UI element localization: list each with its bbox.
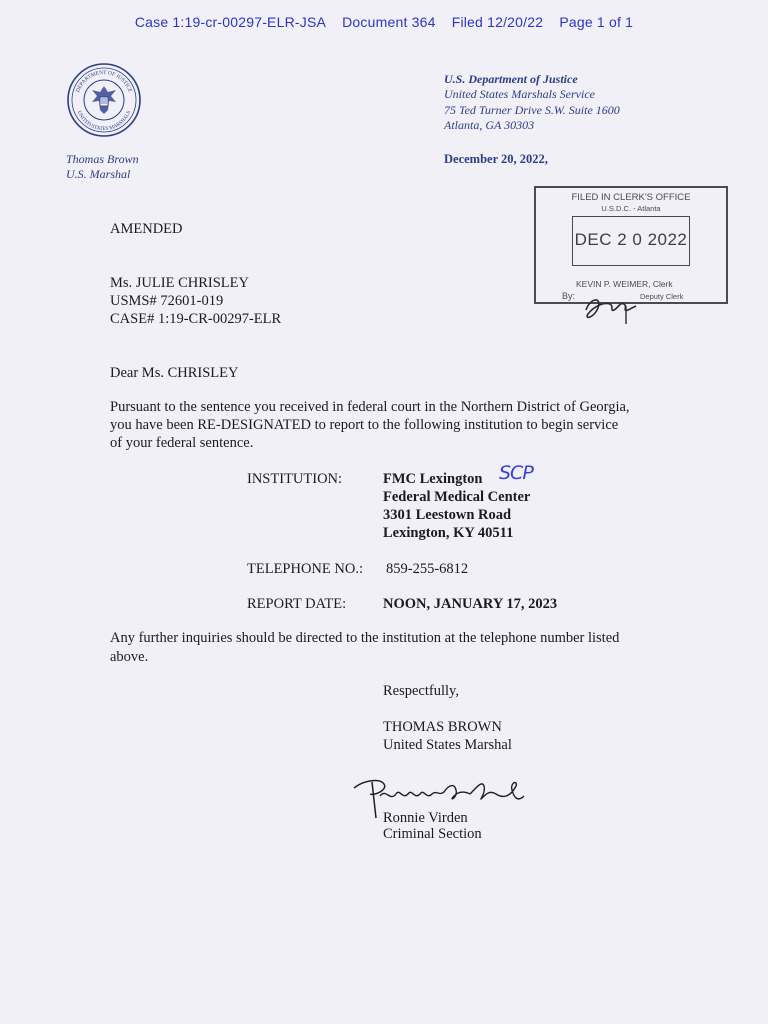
signatory-name: Ronnie Virden xyxy=(383,810,468,826)
page-indicator: Page 1 of 1 xyxy=(559,14,634,30)
agency-street: 75 Ted Turner Drive S.W. Suite 1600 xyxy=(444,103,620,117)
marshals-seal-icon xyxy=(66,62,142,138)
report-date-label: REPORT DATE: xyxy=(247,596,347,612)
stamp-clerk: KEVIN P. WEIMER, Clerk xyxy=(576,279,673,289)
signer-title: United States Marshal xyxy=(383,737,512,753)
paragraph-2-line-2: above. xyxy=(110,649,149,665)
official-name: Thomas Brown xyxy=(66,152,139,166)
report-date: NOON, JANUARY 17, 2023 xyxy=(383,596,558,612)
stamp-office: FILED IN CLERK'S OFFICE xyxy=(571,192,691,203)
institution-label: INSTITUTION: xyxy=(247,471,343,487)
filed-stamp xyxy=(534,186,728,304)
stamp-by: By: xyxy=(562,291,576,301)
letter-date: December 20, 2022, xyxy=(444,152,548,166)
recipient-name: Ms. JULIE CHRISLEY xyxy=(110,275,249,291)
signer-name: THOMAS BROWN xyxy=(383,719,502,735)
institution-line-4: Lexington, KY 40511 xyxy=(383,525,514,541)
agency-name: U.S. Department of Justice xyxy=(444,72,578,86)
signatory-section: Criminal Section xyxy=(383,826,482,842)
telephone-number: 859-255-6812 xyxy=(386,561,469,577)
deputy-initials-signature xyxy=(580,290,642,326)
agency-city: Atlanta, GA 30303 xyxy=(444,118,535,132)
telephone-label: TELEPHONE NO.: xyxy=(247,561,363,577)
agency-service: United States Marshals Service xyxy=(444,87,595,101)
case-filing-header xyxy=(0,14,768,30)
seal-bottom-text: UNITED STATES MARSHALS xyxy=(75,109,133,133)
paragraph-1-line-3: of your federal sentence. xyxy=(110,435,254,451)
paragraph-1-line-1: Pursuant to the sentence you received in federal court in the Northern District of Georgia, xyxy=(110,399,630,415)
recipient-case: CASE# 1:19-CR-00297-ELR xyxy=(110,311,282,327)
filed-date: Filed 12/20/22 xyxy=(451,14,544,30)
institution-name: FMC Lexington xyxy=(383,471,483,487)
stamp-deputy: Deputy Clerk xyxy=(640,292,684,301)
handwritten-scp-note: SCP xyxy=(499,462,533,484)
institution-line-2: Federal Medical Center xyxy=(383,489,531,505)
stamp-date: DEC 2 0 2022 xyxy=(574,230,688,249)
salutation: Dear Ms. CHRISLEY xyxy=(110,365,239,381)
case-number: Case 1:19-cr-00297-ELR-JSA xyxy=(134,14,327,30)
paragraph-1-line-2: you have been RE-DESIGNATED to report to the following institution to begin service xyxy=(110,417,619,433)
seal-top-text: DEPARTMENT OF JUSTICE xyxy=(75,69,133,94)
stamp-court: U.S.D.C. - Atlanta xyxy=(601,204,661,213)
paragraph-2-line-1: Any further inquiries should be directed to the institution at the telephone number listed xyxy=(110,630,620,646)
stamp-date-box xyxy=(572,216,690,266)
closing: Respectfully, xyxy=(383,683,459,699)
amended-label: AMENDED xyxy=(110,221,183,237)
document-number: Document 364 xyxy=(342,14,436,30)
recipient-usms: USMS# 72601-019 xyxy=(110,293,224,309)
official-title: U.S. Marshal xyxy=(66,167,131,181)
institution-line-3: 3301 Leestown Road xyxy=(383,507,512,523)
